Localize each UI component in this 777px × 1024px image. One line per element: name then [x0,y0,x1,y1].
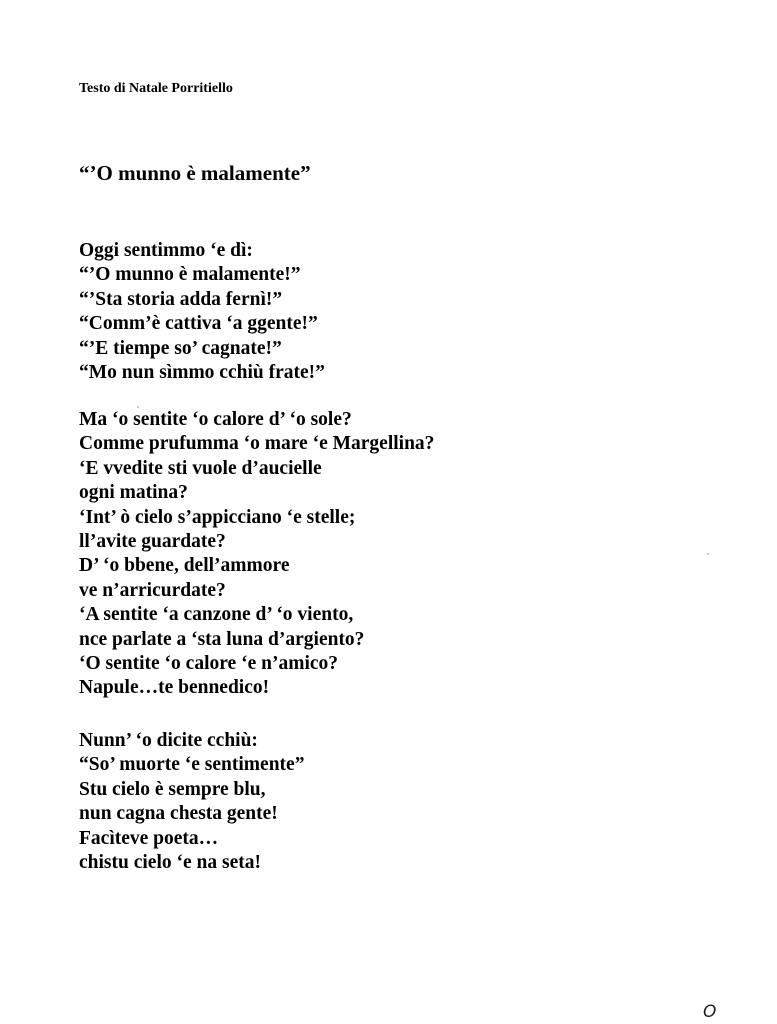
poem-line: Stu cielo è sempre blu, [79,778,266,800]
scan-speck [137,406,139,408]
corner-mark: O [703,1002,717,1022]
poem-line: nun cagna chesta gente! [79,803,278,825]
poem-line: ‘E vvedite sti vuole d’aucielle [79,457,322,479]
poem-line: “So’ muorte ‘e sentimente” [79,754,305,776]
poem-line: Ma ‘o sentite ‘o calore d’ ‘o sole? [79,409,352,430]
stanza-1 [79,239,325,385]
poem-line: ll’avite guardate? [79,530,226,552]
poem-line: ‘O sentite ‘o calore ‘e n’amico? [79,652,339,674]
poem-line: “’E tiempe so’ cagnate!” [79,337,282,359]
poem-title: “’O munno è malamente” [79,161,311,185]
poem-line: “’O munno è malamente!” [79,264,301,286]
scan-speck [707,553,709,555]
poem-line: ‘A sentite ‘a canzone d’ ‘o viento, [79,604,354,626]
poem-line: ogni matina? [79,482,188,504]
poem-line: Oggi sentimmo ‘e dì: [79,240,253,261]
poem-line: Nunn’ ‘o dicite cchiù: [79,730,258,751]
stanza-2 [79,408,434,701]
poem-line: nce parlate a ‘sta luna d’argiento? [79,628,365,650]
poem-line: “Comm’è cattiva ‘a ggente!” [79,313,318,335]
poem-line: ve n’arricurdate? [79,579,226,601]
poem-line: “Mo nun sìmmo cchiù frate!” [79,361,325,383]
poem-line: “’Sta storia adda fernì!” [79,288,283,310]
poem-line: Napule…te bennedico! [79,677,270,699]
poem-line: Facìteve poeta… [79,827,219,849]
poem-line: chistu cielo ‘e na seta! [79,851,261,873]
author-line: Testo di Natale Porritiello [79,81,233,96]
poem-line: ‘Int’ ò cielo s’appicciano ‘e stelle; [79,506,356,528]
stanza-3 [79,729,304,875]
poem-line: D’ ‘o bbene, dell’ammore [79,555,290,577]
poem-line: Comme prufumma ‘o mare ‘e Margellina? [79,433,435,455]
